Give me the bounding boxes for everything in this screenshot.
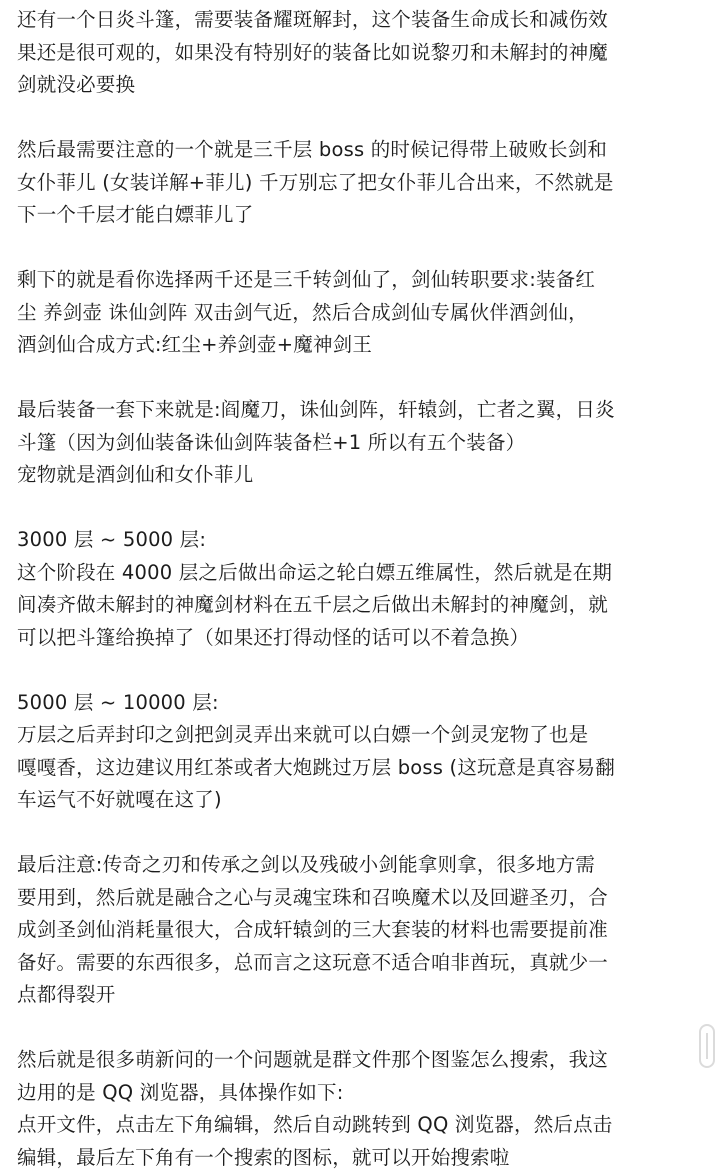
text-line: 万层之后弄封印之剑把剑灵弄出来就可以白嫖一个剑灵宠物了也是 xyxy=(17,719,713,752)
text-line: 可以把斗篷给换掉了（如果还打得动怪的话可以不着急换） xyxy=(17,622,713,655)
document-body xyxy=(17,4,713,1174)
paragraph-gap xyxy=(17,232,713,265)
text-line: 剑就没必要换 xyxy=(17,69,713,102)
paragraph-gap xyxy=(17,654,713,687)
paragraph xyxy=(17,134,713,232)
text-line: 这个阶段在 4000 层之后做出命运之轮白嫖五维属性，然后就是在期 xyxy=(17,557,713,590)
text-line: 5000 层 ~ 10000 层: xyxy=(17,687,713,720)
paragraph xyxy=(17,1044,713,1174)
text-line: 嘎嘎香，这边建议用红茶或者大炮跳过万层 boss (这玩意是真容易翻 xyxy=(17,752,713,785)
paragraph xyxy=(17,264,713,362)
text-line: 然后最需要注意的一个就是三千层 boss 的时候记得带上破败长剑和 xyxy=(17,134,713,167)
text-line: 然后就是很多萌新问的一个问题就是群文件那个图鉴怎么搜索，我这 xyxy=(17,1044,713,1077)
text-line: 编辑，最后左下角有一个搜索的图标，就可以开始搜索啦 xyxy=(17,1142,713,1174)
text-line: 剩下的就是看你选择两千还是三千转剑仙了，剑仙转职要求:装备红 xyxy=(17,264,713,297)
text-line: 间凑齐做未解封的神魔剑材料在五千层之后做出未解封的神魔剑，就 xyxy=(17,589,713,622)
paragraph-gap xyxy=(17,102,713,135)
text-line: 边用的是 QQ 浏览器，具体操作如下: xyxy=(17,1077,713,1110)
paragraph-gap xyxy=(17,492,713,525)
text-line: 果还是很可观的，如果没有特别好的装备比如说黎刃和未解封的神魔 xyxy=(17,37,713,70)
text-line: 女仆菲儿 (女装详解+菲儿) 千万别忘了把女仆菲儿合出来，不然就是 xyxy=(17,167,713,200)
text-line: 酒剑仙合成方式:红尘+养剑壶+魔神剑王 xyxy=(17,329,713,362)
text-line: 点开文件，点击左下角编辑，然后自动跳转到 QQ 浏览器，然后点击 xyxy=(17,1109,713,1142)
text-line: 车运气不好就嘎在这了) xyxy=(17,784,713,817)
faint-watermark-icon xyxy=(698,1023,716,1069)
text-line: 备好。需要的东西很多，总而言之这玩意不适合咱非酋玩，真就少一 xyxy=(17,947,713,980)
paragraph xyxy=(17,524,713,654)
text-line: 最后装备一套下来就是:阎魔刀，诛仙剑阵，轩辕剑，亡者之翼，日炎 xyxy=(17,394,713,427)
text-line: 下一个千层才能白嫖菲儿了 xyxy=(17,199,713,232)
text-line: 最后注意:传奇之刃和传承之剑以及残破小剑能拿则拿，很多地方需 xyxy=(17,849,713,882)
text-line: 斗篷（因为剑仙装备诛仙剑阵装备栏+1 所以有五个装备） xyxy=(17,427,713,460)
text-line: 点都得裂开 xyxy=(17,979,713,1012)
paragraph-gap xyxy=(17,817,713,850)
text-line: 宠物就是酒剑仙和女仆菲儿 xyxy=(17,459,713,492)
text-line: 尘 养剑壶 诛仙剑阵 双击剑气近，然后合成剑仙专属伙伴酒剑仙， xyxy=(17,297,713,330)
text-line: 要用到，然后就是融合之心与灵魂宝珠和召唤魔术以及回避圣刃，合 xyxy=(17,882,713,915)
paragraph-gap xyxy=(17,1012,713,1045)
paragraph xyxy=(17,687,713,817)
text-line: 成剑圣剑仙消耗量很大，合成轩辕剑的三大套装的材料也需要提前准 xyxy=(17,914,713,947)
paragraph xyxy=(17,394,713,492)
text-line: 3000 层 ~ 5000 层: xyxy=(17,524,713,557)
paragraph xyxy=(17,849,713,1012)
text-line: 还有一个日炎斗篷，需要装备耀斑解封，这个装备生命成长和减伤效 xyxy=(17,4,713,37)
paragraph-gap xyxy=(17,362,713,395)
paragraph xyxy=(17,4,713,102)
